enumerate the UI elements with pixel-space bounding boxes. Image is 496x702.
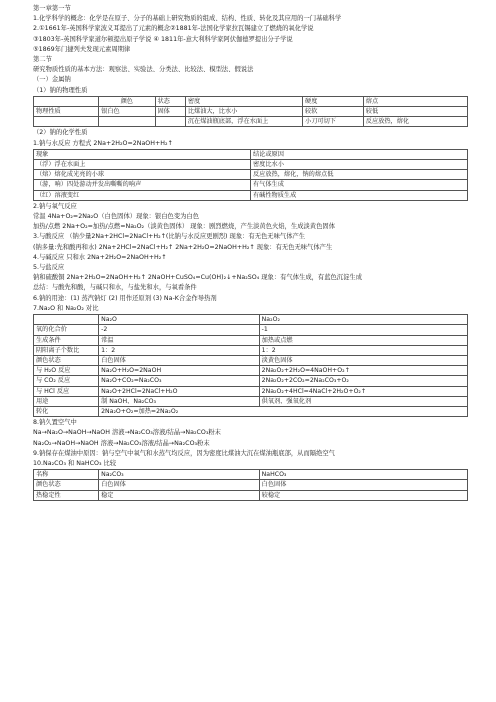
text-line: 研究物质性质的基本方法：观察法、实验法、分类法、比较法、模型法、假说法: [33, 66, 254, 74]
table-cell: 固体: [155, 107, 185, 117]
table-cell: 1：2: [99, 345, 260, 355]
table-cell: 密度比水小: [251, 160, 468, 170]
sodium-water-table: [33, 149, 468, 201]
table-cell: 物理性质: [34, 107, 99, 117]
table-row: [34, 470, 468, 480]
table-cell: 小刀可切下: [303, 117, 364, 127]
table-cell: 2Na₂O₂+4HCl=4NaCl+2H₂O+O₂↑: [259, 386, 467, 396]
table-cell: 密度: [185, 96, 302, 106]
table-row: [34, 96, 468, 106]
table-cell: 状态: [155, 96, 185, 106]
table-cell: 热稳定性: [34, 490, 99, 500]
table-row: [34, 117, 468, 127]
text-line: 加热/点燃 2Na+O₂=加热/点燃=Na₂O₂（淡黄色固体） 现象：剧烈燃烧，产生淡黄色火焰，生成淡黄色固体: [33, 223, 335, 231]
table-cell: 淡黄色固体: [259, 355, 467, 365]
text-line: 10.Na₂CO₃ 和 NaHCO₃ 比较: [33, 459, 117, 467]
table-cell: 用途: [34, 396, 99, 406]
table-cell: 稳定: [99, 490, 260, 500]
text-line: 钠和硫酸铜 2Na+2H₂O=2NaOH+H₂↑ 2NaOH+CuSO₄=Cu(OH)₂↓+Na₂SO₄ 现象：有气体生成，有蓝色沉淀生成: [33, 274, 362, 282]
table-row: [34, 345, 468, 355]
table-cell: Na₂O+CO₂=Na₂CO₃: [99, 376, 260, 386]
text-line: Na→Na₂O→NaOH→NaOH 溶液→Na₂CO₃溶液/结晶→Na₂CO₃粉末: [33, 429, 221, 437]
table-cell: -2: [99, 325, 260, 335]
text-line: (钠多量:先和酸再和水) 2Na+2HCl=2NaCl+H₂↑ 2Na+2H₂O=2NaOH+H₂↑ 现象：有无色无味气体产生: [33, 243, 333, 251]
table-cell: NaHCO₃: [259, 470, 467, 480]
table-row: [34, 355, 468, 365]
table-cell: （红）溶液变红: [34, 190, 251, 200]
table-cell: 白色固体: [99, 355, 260, 365]
table-row: [34, 335, 468, 345]
table-row: [34, 190, 468, 200]
table-cell: -1: [259, 325, 467, 335]
text-line: ③1803年-英国科学家道尔顿提出原子学说 ④ 1811年-意大利科学家阿伏伽德罗提出分子学说: [33, 35, 293, 43]
table-cell: 较稳定: [259, 490, 467, 500]
table-cell: 制 NaOH、Na₂CO₃: [99, 396, 260, 406]
carbonate-comparison-table: [33, 469, 468, 501]
table-cell: 银白色: [99, 107, 155, 117]
table-row: [34, 376, 468, 386]
text-line: 1.钠与水反应 方程式 2Na+2H₂O=2NaOH+H₂↑: [33, 139, 173, 147]
table-cell: 2Na₂O₂+2H₂O=4NaOH+O₂↑: [259, 366, 467, 376]
table-row: [34, 107, 468, 117]
table-cell: 阴阳离子个数比: [34, 345, 99, 355]
table-cell: 较软: [303, 107, 364, 117]
table-cell: [34, 117, 99, 127]
text-line: 5.与盐反应: [33, 264, 65, 272]
text-line: 常温 4Na+O₂=2Na₂O（白色固体）现象：银白色变为白色: [33, 213, 200, 221]
table-cell: Na₂CO₃: [99, 470, 260, 480]
table-row: [34, 315, 468, 325]
text-line: （1）钠的物理性质: [33, 86, 88, 94]
table-cell: Na₂O+2HCl=2NaCl+H₂O: [99, 386, 260, 396]
table-cell: 反应放热，熔化，钠的熔点低: [251, 170, 468, 180]
table-cell: （熔）熔化成光亮的小球: [34, 170, 251, 180]
table-cell: 供氧剂、强氧化剂: [259, 396, 467, 406]
physical-properties-table: [33, 96, 468, 128]
table-cell: Na₂O: [99, 315, 260, 325]
table-cell: 2Na₂O₂+2CO₂=2Na₂CO₃+O₂: [259, 376, 467, 386]
table-cell: 1：2: [259, 345, 467, 355]
table-cell: 较低: [363, 107, 467, 117]
table-cell: 现象: [34, 149, 251, 159]
table-row: [34, 366, 468, 376]
table-cell: 生成条件: [34, 335, 99, 345]
table-cell: 颜色状态: [34, 355, 99, 365]
text-line: 3.与酸反应 （钠少量2Na+2HCl=2NaCl+H₂↑(比钠与水反应更剧烈) 现象：有无色无味气体产生: [33, 233, 306, 241]
table-cell: [155, 117, 185, 127]
subsection-heading: （一）金属钠: [33, 76, 71, 84]
table-cell: 颜色状态: [34, 480, 99, 490]
table-row: [34, 180, 468, 190]
table-cell: 与 H₂O 反应: [34, 366, 99, 376]
text-line: 9.钠保存在煤油中原因：钠与空气中氧气和水蒸气均反应，因为密度比煤油大沉在煤油瓶底部，从而隔绝空气: [33, 449, 335, 457]
intro-section: [33, 4, 468, 96]
table-cell: 氧的化合价: [34, 325, 99, 335]
table-cell: [99, 117, 155, 127]
text-line: 7.Na₂O 和 Na₂O₂ 对比: [33, 304, 99, 312]
text-line: 总结：与酸先和酸，与碱只和水，与盐先和水，与氧看条件: [33, 284, 197, 292]
table-cell: 白色固体: [259, 480, 467, 490]
table-cell: [34, 96, 99, 106]
table-row: [34, 490, 468, 500]
oxide-comparison-table: [33, 314, 468, 417]
table-cell: 熔点: [363, 96, 467, 106]
table-cell: 硬度: [303, 96, 364, 106]
text-line: 6.钠的用途：(1) 蒸汽钠灯 (2) 用作还原剂 (3) Na-K合金作导热剂: [33, 294, 217, 302]
table-cell: （浮）浮在水面上: [34, 160, 251, 170]
table-cell: 结论或原因: [251, 149, 468, 159]
table-cell: 比煤油大，比水小: [185, 107, 302, 117]
table-cell: 常温: [99, 335, 260, 345]
text-line: Na₂O₂→NaOH→NaOH 溶液→Na₂CO₃溶液/结晶→Na₂CO₃粉末: [33, 439, 210, 447]
chapter-heading: 第一章第一节: [33, 5, 71, 12]
table-cell: 与 HCl 反应: [34, 386, 99, 396]
table-cell: 颜色: [99, 96, 155, 106]
text-line: 2.①1661年-英国科学家波义耳提出了元素的概念②1881年-法国化学家拉瓦锡建立了燃烧的氧化学说: [33, 25, 314, 33]
table-cell: Na₂O+H₂O=2NaOH: [99, 366, 260, 376]
text-line: 2.钠与氧气反应: [33, 202, 77, 210]
table-cell: 沉在煤油瓶底部，浮在水面上: [185, 117, 302, 127]
table-cell: 名称: [34, 470, 99, 480]
text-line: 1.化学科学的概念：化学是在原子、分子的基础上研究物质的组成、结构、性质、转化及其应用的一门基础科学: [33, 15, 342, 23]
text-line: 8.钠久置空气中: [33, 419, 77, 427]
table-row: [34, 406, 468, 416]
table-cell: 转化: [34, 406, 99, 416]
table-row: [34, 325, 468, 335]
table-row: [34, 170, 468, 180]
text-line: 4.与碱反应 只和水 2Na+2H₂O=2NaOH+H₂↑: [33, 253, 167, 261]
table-cell: 有碱性物质生成: [251, 190, 468, 200]
table-cell: 有气体生成: [251, 180, 468, 190]
table-row: [34, 480, 468, 490]
table-row: [34, 386, 468, 396]
table-cell: 2Na₂O+O₂=加热=2Na₂O₂: [99, 406, 468, 416]
table-cell: 反应放热，熔化: [363, 117, 467, 127]
table-cell: 白色固体: [99, 480, 260, 490]
table-row: [34, 396, 468, 406]
table-cell: [34, 315, 99, 325]
text-line: （2）钠的化学性质: [33, 129, 88, 137]
table-row: [34, 160, 468, 170]
table-cell: （游，响）四处游动并发出嘶嘶的响声: [34, 180, 251, 190]
table-row: [34, 149, 468, 159]
section-heading: 第二节: [33, 56, 52, 64]
table-cell: 与 CO₂ 反应: [34, 376, 99, 386]
text-line: ⑤1869年门捷列夫发现元素周期律: [33, 45, 131, 53]
table-cell: 加热或点燃: [259, 335, 467, 345]
table-cell: Na₂O₂: [259, 315, 467, 325]
